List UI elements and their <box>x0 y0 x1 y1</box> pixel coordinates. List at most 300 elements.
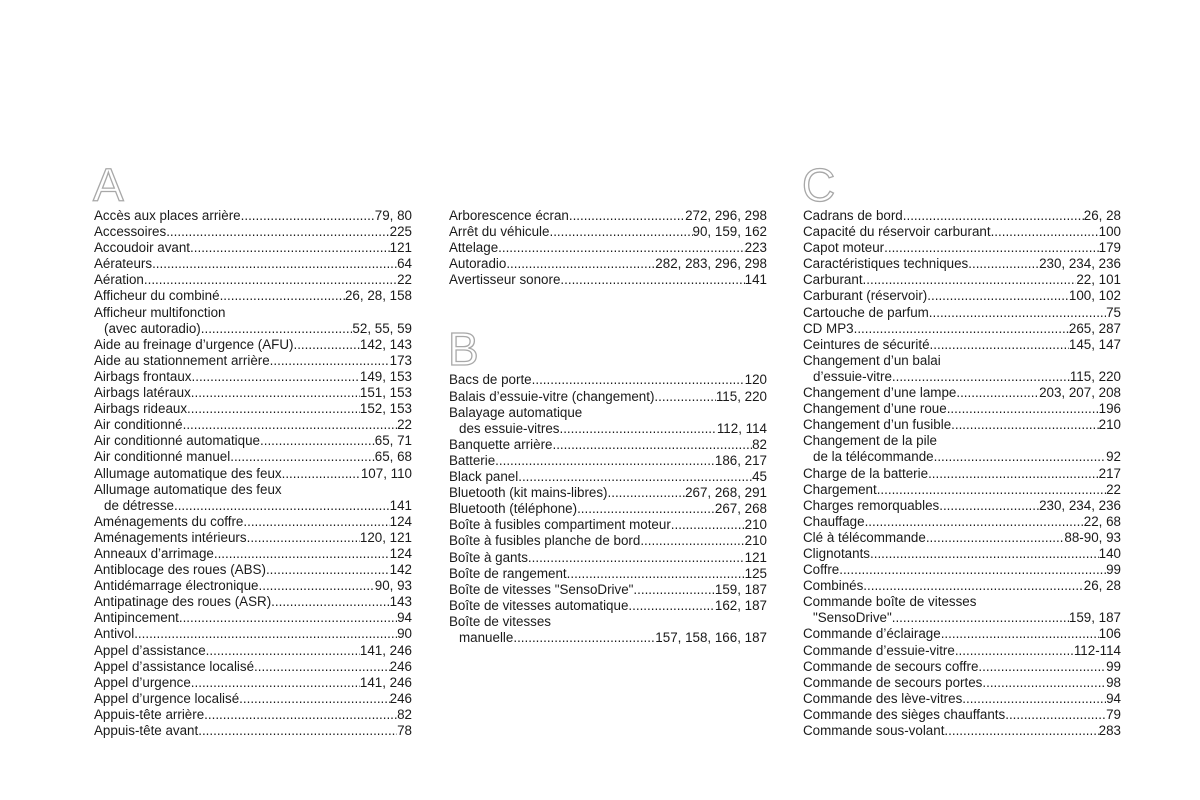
dot-leader <box>947 401 1099 417</box>
dot-leader <box>282 466 361 482</box>
entry-term: Antipincement <box>94 610 179 626</box>
dot-leader <box>928 466 1099 482</box>
index-entry <box>94 675 412 691</box>
entry-pages: 145, 147 <box>1068 336 1121 352</box>
dot-leader <box>941 626 1099 642</box>
entry-term: Capacité du réservoir carburant <box>803 224 991 240</box>
index-entry <box>94 691 412 707</box>
dot-leader <box>939 498 1039 514</box>
entry-term: Batterie <box>449 452 496 468</box>
entry-pages: 230, 234, 236 <box>1039 497 1121 513</box>
index-column-1 <box>93 159 412 739</box>
entry-term: Commande des lève-vitres <box>803 690 963 706</box>
dot-leader <box>944 723 1098 739</box>
index-entry <box>449 469 767 485</box>
entry-pages: 159, 187 <box>714 581 767 597</box>
entry-pages: 45 <box>752 469 767 485</box>
entry-term: Appel d’assistance <box>94 642 206 658</box>
entry-term: d’essuie-vitre <box>813 368 892 384</box>
dot-leader <box>271 594 390 610</box>
entry-term: de la télécommande <box>813 449 934 465</box>
entry-pages: 149, 153 <box>359 368 412 384</box>
index-entry <box>94 626 412 642</box>
entry-pages: 272, 296, 298 <box>685 208 767 223</box>
index-entry <box>803 353 1121 369</box>
dot-leader <box>134 626 397 642</box>
index-entry <box>803 369 1121 385</box>
entry-pages: 98 <box>1106 674 1121 690</box>
dot-leader <box>239 691 389 707</box>
index-entry <box>94 224 412 240</box>
entry-term: Bluetooth (kit mains-libres) <box>449 485 608 501</box>
index-entry <box>803 240 1121 256</box>
index-entry <box>803 546 1121 562</box>
index-entry <box>803 675 1121 691</box>
index-entry <box>449 208 767 224</box>
dot-leader <box>577 501 715 517</box>
entry-pages: 79, 80 <box>374 208 412 223</box>
index-entry <box>449 372 767 388</box>
entry-term: Boîte de rangement <box>449 565 567 581</box>
entry-term: Boîte de vitesses "SensoDrive" <box>449 581 634 597</box>
entry-pages: 151, 153 <box>359 385 412 401</box>
entry-pages: 152, 153 <box>359 401 412 417</box>
index-entry <box>94 530 412 546</box>
dot-leader <box>903 208 1084 224</box>
dot-leader <box>495 453 715 469</box>
entry-pages: 100 <box>1098 224 1121 240</box>
index-entry <box>94 562 412 578</box>
entry-pages: 143 <box>389 594 412 610</box>
index-list-c <box>803 208 1121 739</box>
entry-pages: 115, 220 <box>1069 368 1121 384</box>
dot-leader <box>518 469 752 485</box>
entry-pages: 22, 101 <box>1076 272 1121 288</box>
index-entry <box>803 530 1121 546</box>
entry-term: Charge de la batterie <box>803 465 929 481</box>
entry-pages: 121 <box>744 549 767 565</box>
entry-pages: 159, 187 <box>1068 610 1121 626</box>
dot-leader <box>190 240 390 256</box>
entry-term: Appuis-tête avant <box>94 723 199 738</box>
entry-term: Arrêt du véhicule <box>449 224 550 240</box>
entry-pages: 107, 110 <box>360 465 412 481</box>
entry-pages: 90 <box>397 626 412 642</box>
entry-term: Caractéristiques techniques <box>803 256 969 272</box>
dot-leader <box>926 530 1065 546</box>
entry-term: Boîte à fusibles planche de bord <box>449 533 641 549</box>
entry-pages: 141 <box>389 497 412 513</box>
entry-term: Boîte de vitesses <box>449 613 551 629</box>
entry-pages: 100, 102 <box>1068 288 1121 304</box>
entry-term: Aménagements du coffre <box>94 513 244 529</box>
index-entry <box>94 321 412 337</box>
entry-term: Air conditionné <box>94 417 183 433</box>
entry-term: Antidémarrage électronique <box>94 578 259 594</box>
index-entry <box>449 485 767 501</box>
dot-leader <box>956 385 1039 401</box>
entry-pages: 142 <box>389 562 412 578</box>
dot-leader <box>1005 707 1106 723</box>
entry-term: Appel d’assistance localisé <box>94 658 255 674</box>
dot-leader <box>191 385 360 401</box>
entry-pages: 92 <box>1106 449 1121 465</box>
entry-term: Commande d’éclairage <box>803 626 941 642</box>
dot-leader <box>865 514 1084 530</box>
entry-pages: 162, 187 <box>714 597 767 613</box>
entry-pages: 26, 28 <box>1083 578 1121 594</box>
entry-term: Banquette arrière <box>449 436 553 452</box>
dot-leader <box>608 485 686 501</box>
index-entry <box>803 626 1121 642</box>
entry-term: Appel d’urgence <box>94 674 191 690</box>
entry-pages: 115, 220 <box>715 388 767 404</box>
index-entry <box>449 550 767 566</box>
entry-pages: 22, 68 <box>1083 513 1121 529</box>
dot-leader <box>927 288 1069 304</box>
dot-leader <box>549 224 692 240</box>
entry-term: Aération <box>94 272 144 288</box>
index-entry <box>449 389 767 405</box>
entry-term: Capot moteur <box>803 240 885 256</box>
entry-term: Accessoires <box>94 224 167 240</box>
entry-term: Airbags frontaux <box>94 368 192 384</box>
entry-pages: 225 <box>389 224 412 240</box>
entry-term: Arborescence écran <box>449 208 569 223</box>
index-entry <box>94 369 412 385</box>
entry-pages: 99 <box>1106 658 1121 674</box>
section-letter-a: A <box>93 159 124 211</box>
entry-term: Anneaux d’arrimage <box>94 545 214 561</box>
entry-pages: 210 <box>744 517 767 533</box>
entry-pages: 99 <box>1106 562 1121 578</box>
index-entry <box>94 643 412 659</box>
dot-leader <box>183 417 398 433</box>
dot-leader <box>513 630 655 646</box>
entry-term: Black panel <box>449 469 519 485</box>
index-entry <box>449 614 767 630</box>
index-entry <box>449 272 767 288</box>
index-entry <box>803 321 1121 337</box>
dot-leader <box>552 437 752 453</box>
entry-pages: 217 <box>1098 465 1121 481</box>
entry-pages: 203, 207, 208 <box>1039 385 1121 401</box>
entry-term: CD MP3 <box>803 320 854 336</box>
dot-leader <box>863 272 1077 288</box>
dot-leader <box>214 546 390 562</box>
index-entry <box>94 305 412 321</box>
section-letter-c: C <box>802 159 836 211</box>
dot-leader <box>191 675 360 691</box>
index-entry <box>803 288 1121 304</box>
entry-pages: 78 <box>397 723 412 738</box>
entry-term: Clé à télécommande <box>803 529 926 545</box>
entry-term: Air conditionné automatique <box>94 433 261 449</box>
entry-term: Attelage <box>449 240 499 256</box>
dot-leader <box>892 610 1069 626</box>
index-entry <box>449 501 767 517</box>
index-entry <box>803 482 1121 498</box>
dot-leader <box>220 288 345 304</box>
entry-pages: 82 <box>397 706 412 722</box>
dot-leader <box>166 224 389 240</box>
index-entry <box>94 417 412 433</box>
entry-pages: 112, 114 <box>716 420 767 436</box>
index-entry <box>803 659 1121 675</box>
entry-term: manuelle <box>459 629 514 645</box>
entry-term: Accès aux places arrière <box>94 208 241 223</box>
entry-term: Commande d’essuie-vitre <box>803 642 955 658</box>
index-entry <box>803 401 1121 417</box>
entry-term: Commande de secours portes <box>803 674 983 690</box>
index-entry <box>94 514 412 530</box>
section-letter-b: B <box>448 323 479 376</box>
dot-leader <box>633 582 714 598</box>
dot-leader <box>892 369 1070 385</box>
dot-leader <box>266 562 390 578</box>
entry-term: Appel d’urgence localisé <box>94 690 240 706</box>
entry-term: Changement d’un fusible <box>803 417 952 433</box>
index-entry <box>94 659 412 675</box>
entry-term: Accoudoir avant <box>94 240 191 256</box>
dot-leader <box>877 482 1106 498</box>
entry-term: Bluetooth (téléphone) <box>449 501 578 517</box>
entry-pages: 246 <box>389 690 412 706</box>
dot-leader <box>254 659 390 675</box>
entry-term: Bacs de porte <box>449 372 532 388</box>
dot-leader <box>934 449 1107 465</box>
entry-pages: 120 <box>744 372 767 388</box>
entry-term: Afficheur du combiné <box>94 288 220 304</box>
index-entry <box>449 224 767 240</box>
dot-leader <box>962 691 1106 707</box>
entry-term: Carburant (réservoir) <box>803 288 928 304</box>
index-entry <box>449 256 767 272</box>
entry-term: Carburant <box>803 272 863 288</box>
entry-pages: 265, 287 <box>1068 320 1121 336</box>
entry-term: Airbags latéraux <box>94 385 191 401</box>
entry-pages: 94 <box>397 610 412 626</box>
entry-term: Allumage automatique des feux <box>94 465 282 481</box>
entry-term: Commande de secours coffre <box>803 658 979 674</box>
entry-pages: 230, 234, 236 <box>1039 256 1121 272</box>
entry-pages: 79 <box>1106 706 1121 722</box>
dot-leader <box>247 530 360 546</box>
entry-pages: 141 <box>744 272 767 288</box>
entry-pages: 124 <box>389 545 412 561</box>
dot-leader <box>671 517 745 533</box>
index-entry <box>449 630 767 646</box>
index-entry <box>803 610 1121 626</box>
index-entry <box>449 453 767 469</box>
entry-term: de détresse <box>104 497 174 513</box>
entry-term: Charges remorquables <box>803 497 940 513</box>
index-entry <box>803 272 1121 288</box>
index-entry <box>94 272 412 288</box>
entry-pages: 120, 121 <box>359 529 412 545</box>
dot-leader <box>243 514 389 530</box>
dot-leader <box>991 224 1099 240</box>
dot-leader <box>955 643 1074 659</box>
index-entry <box>803 305 1121 321</box>
entry-term: Allumage automatique des feux <box>94 481 282 497</box>
dot-leader <box>230 449 375 465</box>
index-entry <box>803 337 1121 353</box>
dot-leader <box>152 256 397 272</box>
dot-leader <box>982 675 1106 691</box>
entry-pages: 88-90, 93 <box>1064 529 1121 545</box>
entry-pages: 75 <box>1106 304 1121 320</box>
dot-leader <box>198 723 397 739</box>
entry-term: Changement d’une lampe <box>803 385 957 401</box>
entry-term: des essuie-vitres <box>459 420 560 436</box>
index-entry <box>449 437 767 453</box>
dot-leader <box>201 321 353 337</box>
dot-leader <box>968 256 1039 272</box>
dot-leader <box>628 598 714 614</box>
dot-leader <box>174 498 390 514</box>
entry-term: Aide au stationnement arrière <box>94 352 270 368</box>
index-entry <box>803 578 1121 594</box>
entry-term: Airbags rideaux <box>94 401 188 417</box>
entry-pages: 246 <box>389 658 412 674</box>
entry-term: Chargement <box>803 481 877 497</box>
entry-term: Antiblocage des roues (ABS) <box>94 562 266 578</box>
entry-term: Air conditionné manuel <box>94 449 231 465</box>
entry-term: Antivol <box>94 626 135 642</box>
index-entry <box>803 385 1121 401</box>
index-entry <box>94 546 412 562</box>
entry-pages: 267, 268, 291 <box>685 485 767 501</box>
entry-pages: 125 <box>744 565 767 581</box>
entry-term: Commande sous-volant <box>803 723 945 738</box>
entry-pages: 121 <box>389 240 412 256</box>
entry-term: Coffre <box>803 562 840 578</box>
entry-pages: 90, 93 <box>374 578 412 594</box>
dot-leader <box>192 369 360 385</box>
index-entry <box>94 723 412 739</box>
entry-pages: 157, 158, 166, 187 <box>655 629 767 645</box>
entry-pages: 65, 68 <box>374 449 412 465</box>
index-entry <box>803 208 1121 224</box>
index-entry <box>803 224 1121 240</box>
index-entry <box>803 514 1121 530</box>
entry-pages: 82 <box>752 436 767 452</box>
index-entry <box>94 498 412 514</box>
entry-term: "SensoDrive" <box>813 610 892 626</box>
dot-leader <box>978 659 1106 675</box>
entry-pages: 282, 283, 296, 298 <box>655 256 767 272</box>
index-entry <box>94 707 412 723</box>
entry-pages: 22 <box>1106 481 1121 497</box>
entry-pages: 186, 217 <box>714 452 767 468</box>
dot-leader <box>567 566 745 582</box>
entry-pages: 210 <box>1098 417 1121 433</box>
index-list-a <box>94 208 412 739</box>
entry-pages: 173 <box>389 352 412 368</box>
dot-leader <box>144 272 397 288</box>
entry-term: Afficheur multifonction <box>94 304 226 320</box>
entry-term: Changement d’une roue <box>803 401 947 417</box>
entry-term: (avec autoradio) <box>104 320 201 336</box>
index-entry <box>803 256 1121 272</box>
entry-pages: 267, 268 <box>714 501 767 517</box>
index-entry <box>803 498 1121 514</box>
entry-pages: 283 <box>1098 723 1121 738</box>
entry-term: Changement d’un balai <box>803 352 941 368</box>
entry-term: Ceintures de sécurité <box>803 336 930 352</box>
index-entry <box>94 240 412 256</box>
entry-term: Avertisseur sonore <box>449 272 561 288</box>
entry-pages: 223 <box>744 240 767 256</box>
entry-pages: 196 <box>1098 401 1121 417</box>
entry-pages: 22 <box>397 417 412 433</box>
entry-term: Balais d’essuie-vitre (changement) <box>449 388 655 404</box>
entry-pages: 90, 159, 162 <box>692 224 767 240</box>
entry-pages: 124 <box>389 513 412 529</box>
dot-leader <box>206 643 360 659</box>
dot-leader <box>559 421 716 437</box>
entry-term: Changement de la pile <box>803 433 937 449</box>
entry-pages: 141, 246 <box>359 674 412 690</box>
dot-leader <box>179 610 397 626</box>
index-entry <box>449 517 767 533</box>
entry-term: Balayage automatique <box>449 404 583 420</box>
dot-leader <box>929 305 1106 321</box>
entry-pages: 52, 55, 59 <box>352 320 412 336</box>
index-entry <box>94 401 412 417</box>
index-entry <box>94 353 412 369</box>
index-entry <box>449 598 767 614</box>
index-entry <box>449 421 767 437</box>
index-entry <box>94 482 412 498</box>
index-entry <box>94 466 412 482</box>
entry-pages: 141, 246 <box>359 642 412 658</box>
index-entry <box>94 433 412 449</box>
dot-leader <box>569 208 685 224</box>
entry-term: Cartouche de parfum <box>803 304 929 320</box>
index-entry <box>803 691 1121 707</box>
entry-term: Aérateurs <box>94 256 153 272</box>
index-entry <box>803 466 1121 482</box>
index-entry <box>94 610 412 626</box>
index-entry <box>449 405 767 421</box>
index-entry <box>803 449 1121 465</box>
dot-leader <box>884 240 1099 256</box>
entry-term: Appuis-tête arrière <box>94 706 205 722</box>
dot-leader <box>528 550 745 566</box>
entry-term: Chauffage <box>803 513 865 529</box>
index-entry <box>94 578 412 594</box>
index-entry <box>803 433 1121 449</box>
dot-leader <box>930 337 1069 353</box>
dot-leader <box>187 401 360 417</box>
index-entry <box>449 533 767 549</box>
dot-leader <box>854 321 1069 337</box>
index-entry <box>94 288 412 304</box>
index-entry <box>94 385 412 401</box>
entry-term: Antipatinage des roues (ASR) <box>94 594 272 610</box>
entry-term: Autoradio <box>449 256 507 272</box>
entry-term: Aide au freinage d’urgence (AFU) <box>94 336 294 352</box>
entry-pages: 210 <box>744 533 767 549</box>
dot-leader <box>870 546 1099 562</box>
dot-leader <box>498 240 745 256</box>
entry-term: Commande boîte de vitesses <box>803 594 977 610</box>
entry-term: Boîte de vitesses automatique <box>449 597 629 613</box>
index-entry <box>94 449 412 465</box>
index-entry <box>803 723 1121 739</box>
